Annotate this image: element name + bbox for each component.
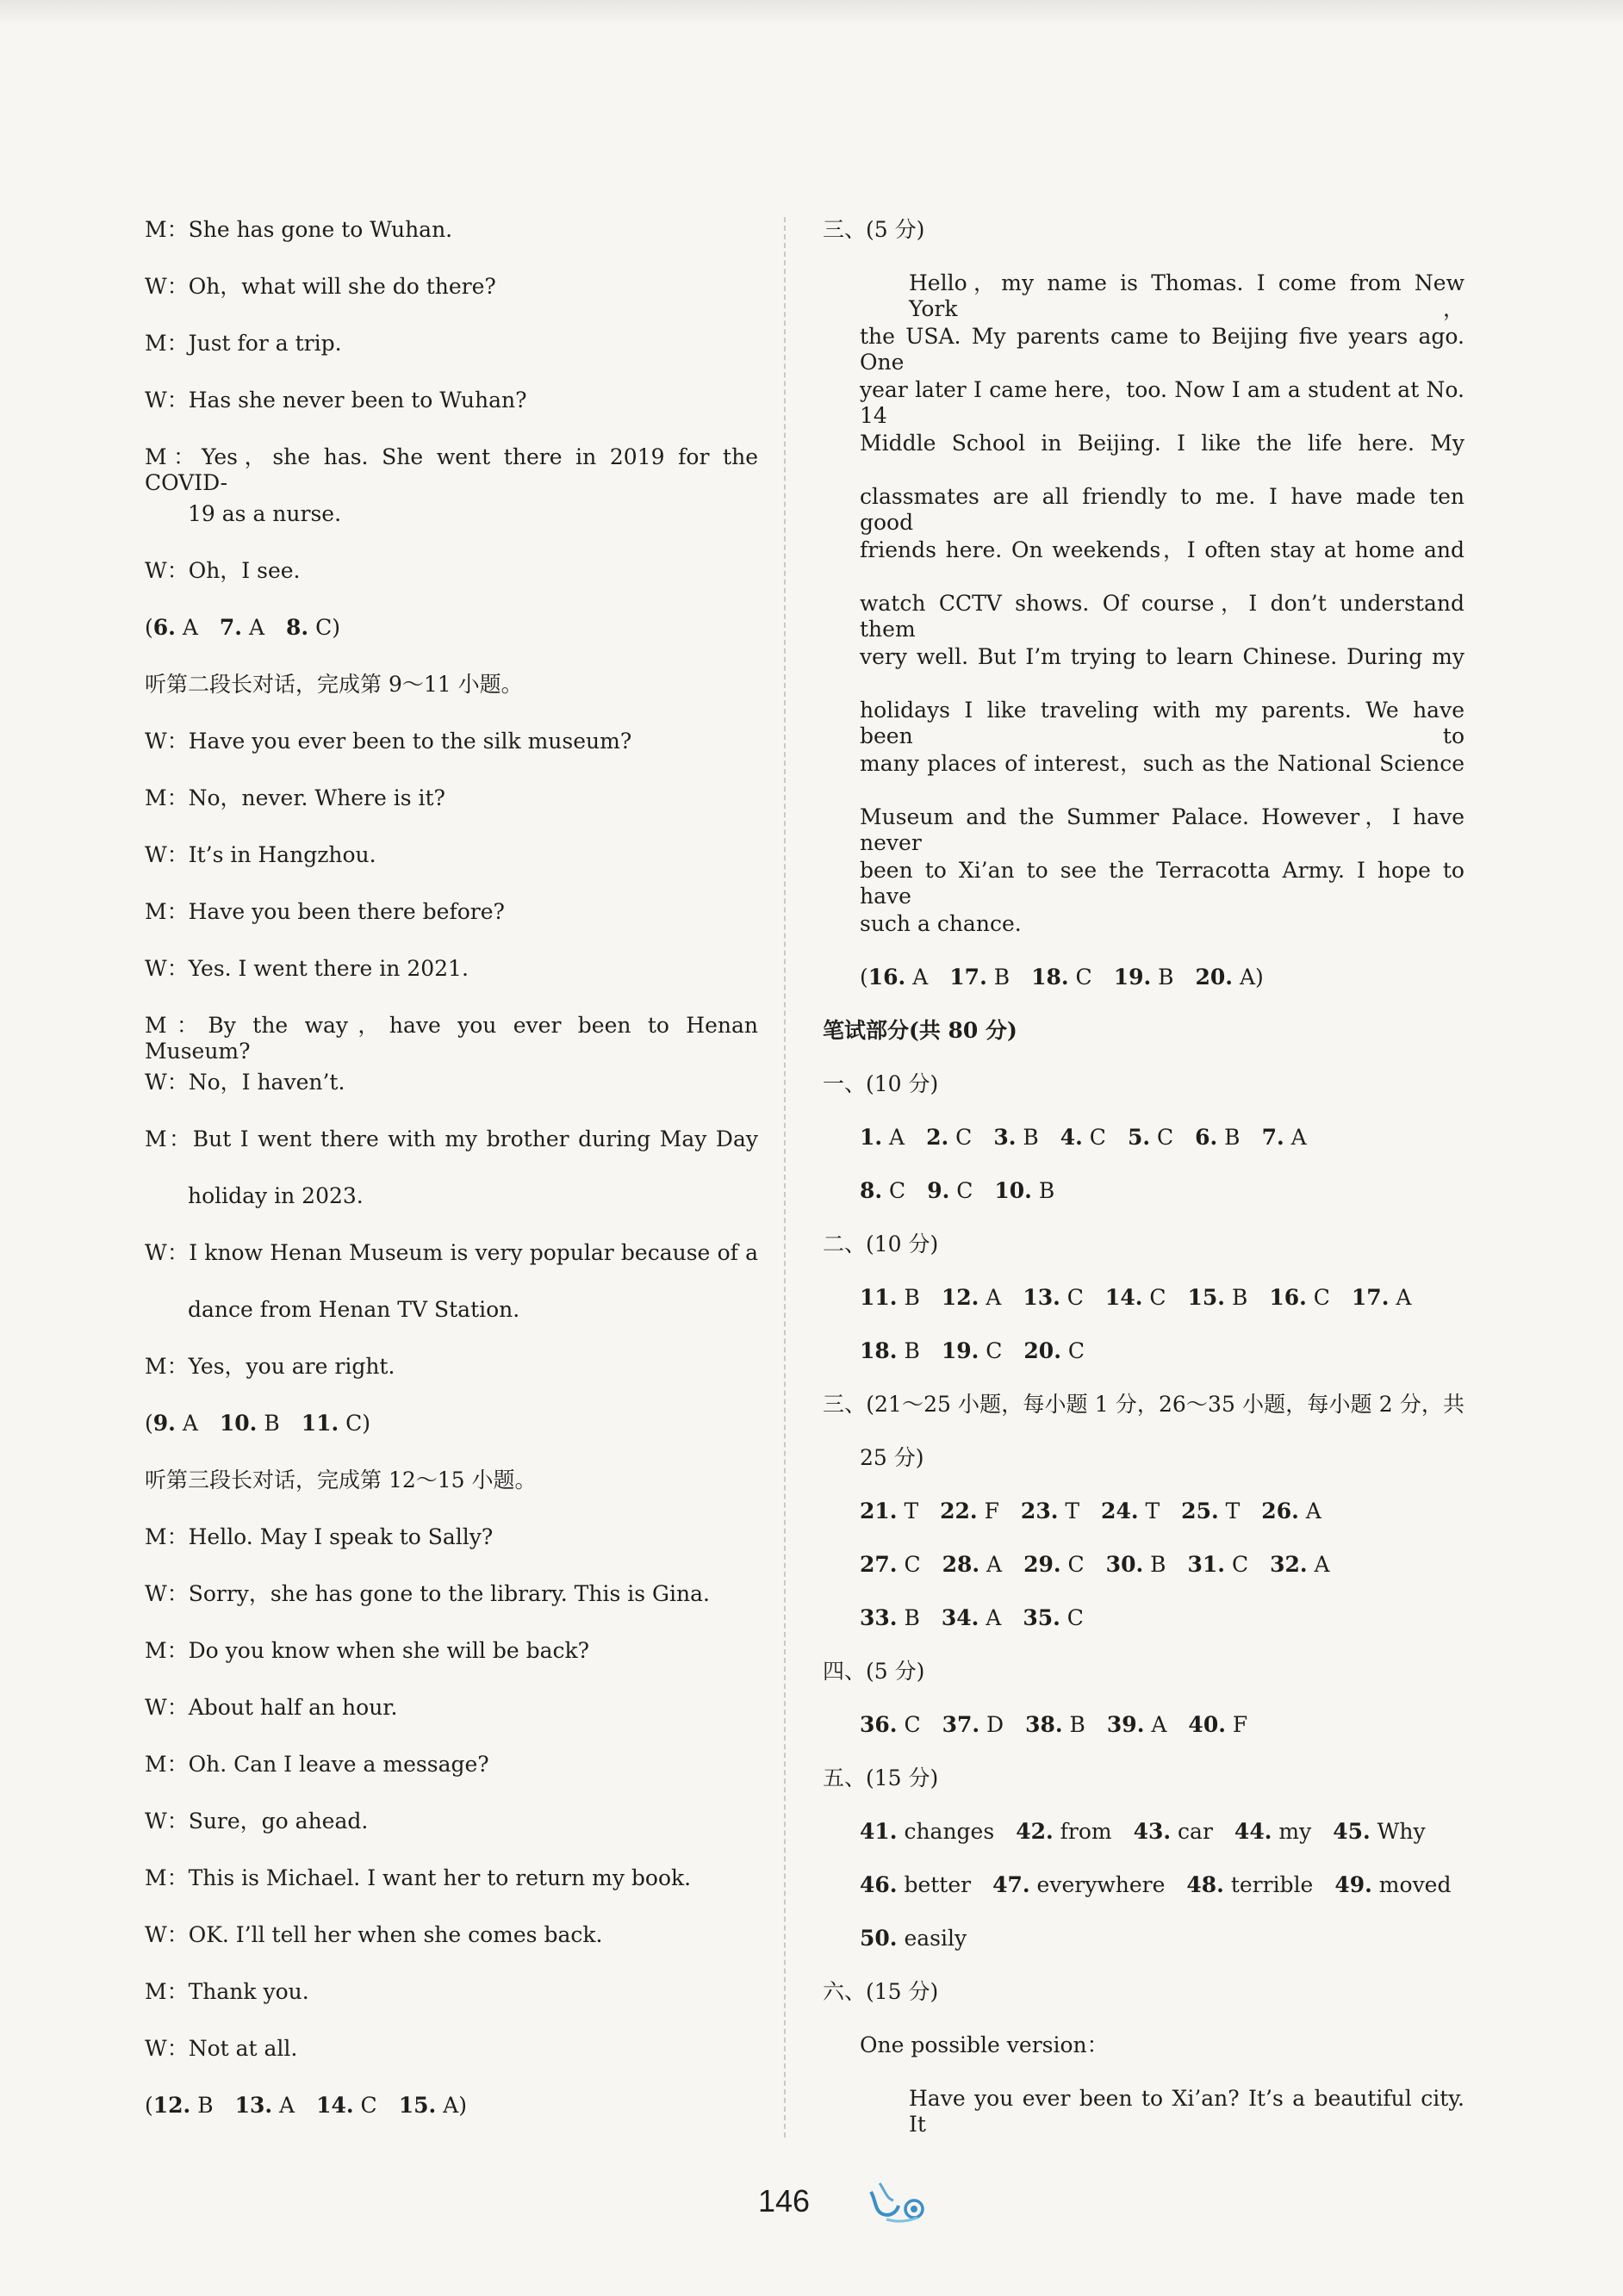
left-column-line: (9. A 10. B 11. C) [145,1411,371,1436]
right-column-line: 三、(5 分) [823,217,925,242]
column-divider [784,217,786,2138]
right-column-line: friends here. On weekends，I often stay at home and [860,537,1464,562]
left-column-line: M：Have you been there before? [145,899,505,924]
left-column-line: W：Have you ever been to the silk museum? [145,729,632,754]
left-column-line: M：Yes，she has. She went there in 2019 for the COVID- [145,444,758,495]
right-column-line: been to Xi’an to see the Terracotta Army. I hope to have [860,858,1464,909]
left-column-line: W：Sorry，she has gone to the library. This is Gina. [145,1581,710,1606]
right-column-line: many places of interest，such as the National Science [860,751,1464,776]
left-column-line: M：Yes，you are right. [145,1354,395,1379]
left-column-line: M：Oh. Can I leave a message? [145,1752,489,1777]
right-column-line: 18. B 19. C 20. C [860,1338,1085,1363]
right-column-line: 二、(10 分) [823,1232,939,1257]
left-column-line: W：No，I haven’t. [145,1070,345,1095]
right-column-line: 36. C 37. D 38. B 39. A 40. F [860,1712,1248,1737]
left-column-line: W：Has she never been to Wuhan? [145,388,527,413]
right-column-line: 1. A 2. C 3. B 4. C 5. C 6. B 7. A [860,1125,1307,1150]
left-column-line: 听第二段长对话，完成第 9～11 小题。 [145,672,523,697]
left-column-line: M：By the way，have you ever been to Henan Museum? [145,1013,758,1064]
right-column-line: the USA. My parents came to Beijing five years ago. One [860,324,1464,375]
right-column-line: Have you ever been to Xi’an? It’s a beautiful city. It [909,2086,1464,2137]
right-column-line: 33. B 34. A 35. C [860,1605,1084,1630]
right-column-line: 五、(15 分) [823,1765,939,1790]
right-column-line: Hello，my name is Thomas. I come from New York， [909,270,1464,321]
left-column [145,217,758,2150]
right-column-line: very well. But I’m trying to learn Chinese. During my [860,644,1464,669]
left-column-line: W：Sure，go ahead. [145,1809,369,1834]
right-column [823,217,1469,2139]
left-column-line: W：Not at all. [145,2036,298,2061]
right-column-line: Museum and the Summer Palace. However，I have never [860,804,1464,855]
left-column-line: M：Hello. May I speak to Sally? [145,1524,494,1549]
left-column-line: dance from Henan TV Station. [188,1297,520,1322]
left-column-line: M：Just for a trip. [145,331,342,356]
left-column-line: M：This is Michael. I want her to return my book. [145,1865,692,1890]
right-column-line: (16. A 17. B 18. C 19. B 20. A) [860,965,1264,990]
right-column-line: 21. T 22. F 23. T 24. T 25. T 26. A [860,1499,1321,1523]
right-column-line: 一、(10 分) [823,1071,939,1096]
right-column-line: 六、(15 分) [823,1979,939,2004]
left-column-line: W：Yes. I went there in 2021. [145,956,469,981]
left-column-line: M：No，never. Where is it? [145,785,445,810]
right-column-line: 46. better 47. everywhere 48. terrible 49. moved [860,1872,1452,1897]
right-column-line: such a chance. [860,911,1022,936]
left-column-line: W：About half an hour. [145,1695,398,1720]
left-column-line: M：Thank you. [145,1979,309,2004]
right-column-line: holidays I like traveling with my parents. We have been to [860,698,1464,748]
right-column-line: year later I came here，too. Now I am a student at No. 14 [860,377,1464,428]
left-column-line: M：She has gone to Wuhan. [145,217,453,242]
right-column-line: 41. changes 42. from 43. car 44. my 45. Why [860,1819,1426,1844]
left-column-line: M：Do you know when she will be back? [145,1638,590,1663]
scan-shadow [0,0,1623,26]
right-column-line: 11. B 12. A 13. C 14. C 15. B 16. C 17. A [860,1285,1412,1310]
right-column-line: 50. easily [860,1926,967,1951]
left-column-line: M：But I went there with my brother during May Day [145,1126,758,1151]
right-column-line: 笔试部分(共 80 分) [823,1018,1017,1043]
right-column-line: 27. C 28. A 29. C 30. B 31. C 32. A [860,1552,1330,1577]
page-number: 146 [758,2183,811,2218]
left-column-line: (12. B 13. A 14. C 15. A) [145,2093,467,2118]
left-column-line: W：I know Henan Museum is very popular because of a [145,1240,758,1265]
right-column-line: 25 分) [860,1445,924,1470]
left-column-line: W：Oh，I see. [145,558,301,583]
left-column-line: W：It’s in Hangzhou. [145,842,376,867]
right-column-line: watch CCTV shows. Of course，I don’t understand them [860,591,1464,642]
left-column-line: (6. A 7. A 8. C) [145,615,340,640]
right-column-line: 8. C 9. C 10. B [860,1178,1055,1203]
right-column-line: 三、(21～25 小题，每小题 1 分，26～35 小题，每小题 2 分，共 [823,1392,1464,1417]
right-column-line: classmates are all friendly to me. I have made ten good [860,484,1464,535]
left-column-line: 听第三段长对话，完成第 12～15 小题。 [145,1468,537,1492]
left-column-line: W：OK. I’ll tell her when she comes back. [145,1922,603,1947]
left-column-line: 19 as a nurse. [188,501,342,526]
right-column-line: One possible version： [860,2032,1109,2057]
left-column-line: holiday in 2023. [188,1183,364,1208]
right-column-line: 四、(5 分) [823,1659,925,1684]
right-column-line: Middle School in Beijing. I like the life here. My [860,431,1464,456]
left-column-line: W：Oh，what will she do there? [145,274,496,299]
decorative-wave-icon [864,2175,942,2226]
